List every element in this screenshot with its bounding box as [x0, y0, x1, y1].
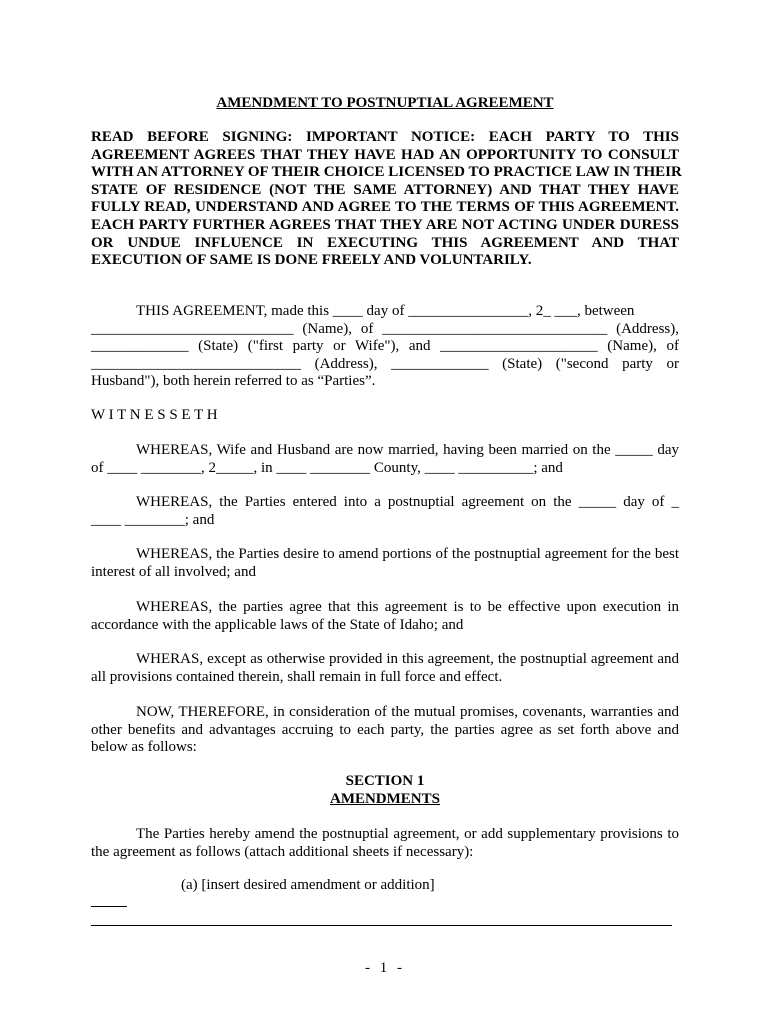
- notice-line: AGREEMENT AGREES THAT THEY HAVE HAD AN OPPORTUNITY TO CONSULT: [91, 146, 679, 163]
- whereas-line: of ____ ________, 2_____, in ____ ________ County, ____ __________; and: [91, 459, 563, 476]
- whereas-line: WHEREAS, the parties agree that this agreement is to be effective upon execution in: [136, 599, 679, 615]
- whereas-line: WHERAS, except as otherwise provided in this agreement, the postnuptial agreement and: [136, 651, 679, 667]
- whereas-line: ____ ________; and: [91, 511, 215, 528]
- whereas-line: all provisions contained therein, shall remain in full force and effect.: [91, 668, 503, 685]
- intro-line: Husband"), both herein referred to as “Parties”.: [91, 373, 376, 389]
- intro-line: _____________ (State) ("first party or Wife"), and _____________________ (Name), of: [91, 338, 679, 354]
- important-notice: [91, 129, 682, 270]
- blank-full-line: [91, 925, 672, 926]
- whereas-paragraph-4: [91, 599, 679, 634]
- section-title-wrap: [91, 791, 679, 809]
- blank-short-line: [91, 906, 127, 907]
- intro-line: ___________________________ (Name), of ______________________________ (Address),: [91, 320, 679, 337]
- whereas-line: WHEREAS, Wife and Husband are now married, having been married on the _____ day: [136, 442, 679, 458]
- amend-line: The Parties hereby amend the postnuptial agreement, or add supplementary provisions to: [136, 826, 679, 842]
- notice-line: STATE OF RESIDENCE (NOT THE SAME ATTORNEY) AND THAT THEY HAVE: [91, 181, 679, 198]
- section-title: AMENDMENTS: [329, 791, 440, 807]
- section-number: SECTION 1: [345, 773, 425, 789]
- whereas-paragraph-1: [91, 442, 679, 477]
- intro-paragraph: [91, 303, 679, 391]
- whereas-paragraph-5: [91, 651, 679, 686]
- notice-line: WITH AN ATTORNEY OF THEIR CHOICE LICENSED TO PRACTICE LAW IN THEIR: [91, 164, 682, 181]
- notice-line: READ BEFORE SIGNING: IMPORTANT NOTICE: EACH PARTY TO THIS: [91, 129, 679, 145]
- whereas-line: WHEREAS, the Parties desire to amend portions of the postnuptial agreement for the best: [136, 546, 679, 562]
- whereas-line: interest of all involved; and: [91, 563, 256, 580]
- whereas-paragraph-3: [91, 546, 679, 581]
- amendments-paragraph: [91, 826, 679, 861]
- notice-line: EXECUTION OF SAME IS DONE FREELY AND VOLUNTARILY.: [91, 252, 532, 269]
- whereas-line: WHEREAS, the Parties entered into a postnuptial agreement on the _____ day of _: [136, 494, 679, 510]
- now-therefore-line: NOW, THEREFORE, in consideration of the mutual promises, covenants, warranties and: [136, 704, 679, 720]
- now-therefore-paragraph: [91, 704, 679, 757]
- whereas-paragraph-2: [91, 494, 679, 529]
- document-title: AMENDMENT TO POSTNUPTIAL AGREEMENT: [216, 95, 554, 111]
- now-therefore-line: below as follows:: [91, 739, 197, 755]
- whereas-line: accordance with the applicable laws of the State of Idaho; and: [91, 616, 464, 633]
- intro-line: THIS AGREEMENT, made this ____ day of ________________, 2_ ___, between: [136, 303, 635, 319]
- now-therefore-line: other benefits and advantages accruing to each party, the parties agree as set forth above and: [91, 721, 679, 738]
- notice-line: EACH PARTY FURTHER AGREES THAT THEY ARE NOT ACTING UNDER DURESS: [91, 216, 679, 233]
- amendment-item-a: (a) [insert desired amendment or addition]: [181, 877, 435, 893]
- amend-line: the agreement as follows (attach additional sheets if necessary):: [91, 843, 474, 860]
- witnesseth-heading: W I T N E S S E T H: [91, 407, 218, 423]
- page-number: - 1 -: [365, 960, 405, 976]
- intro-line: ____________________________ (Address), _____________ (State) ("second party or: [91, 355, 679, 372]
- notice-line: FULLY READ, UNDERSTAND AND AGREE TO THE TERMS OF THIS AGREEMENT.: [91, 199, 679, 216]
- notice-line: OR UNDUE INFLUENCE IN EXECUTING THIS AGREEMENT AND THAT: [91, 234, 679, 251]
